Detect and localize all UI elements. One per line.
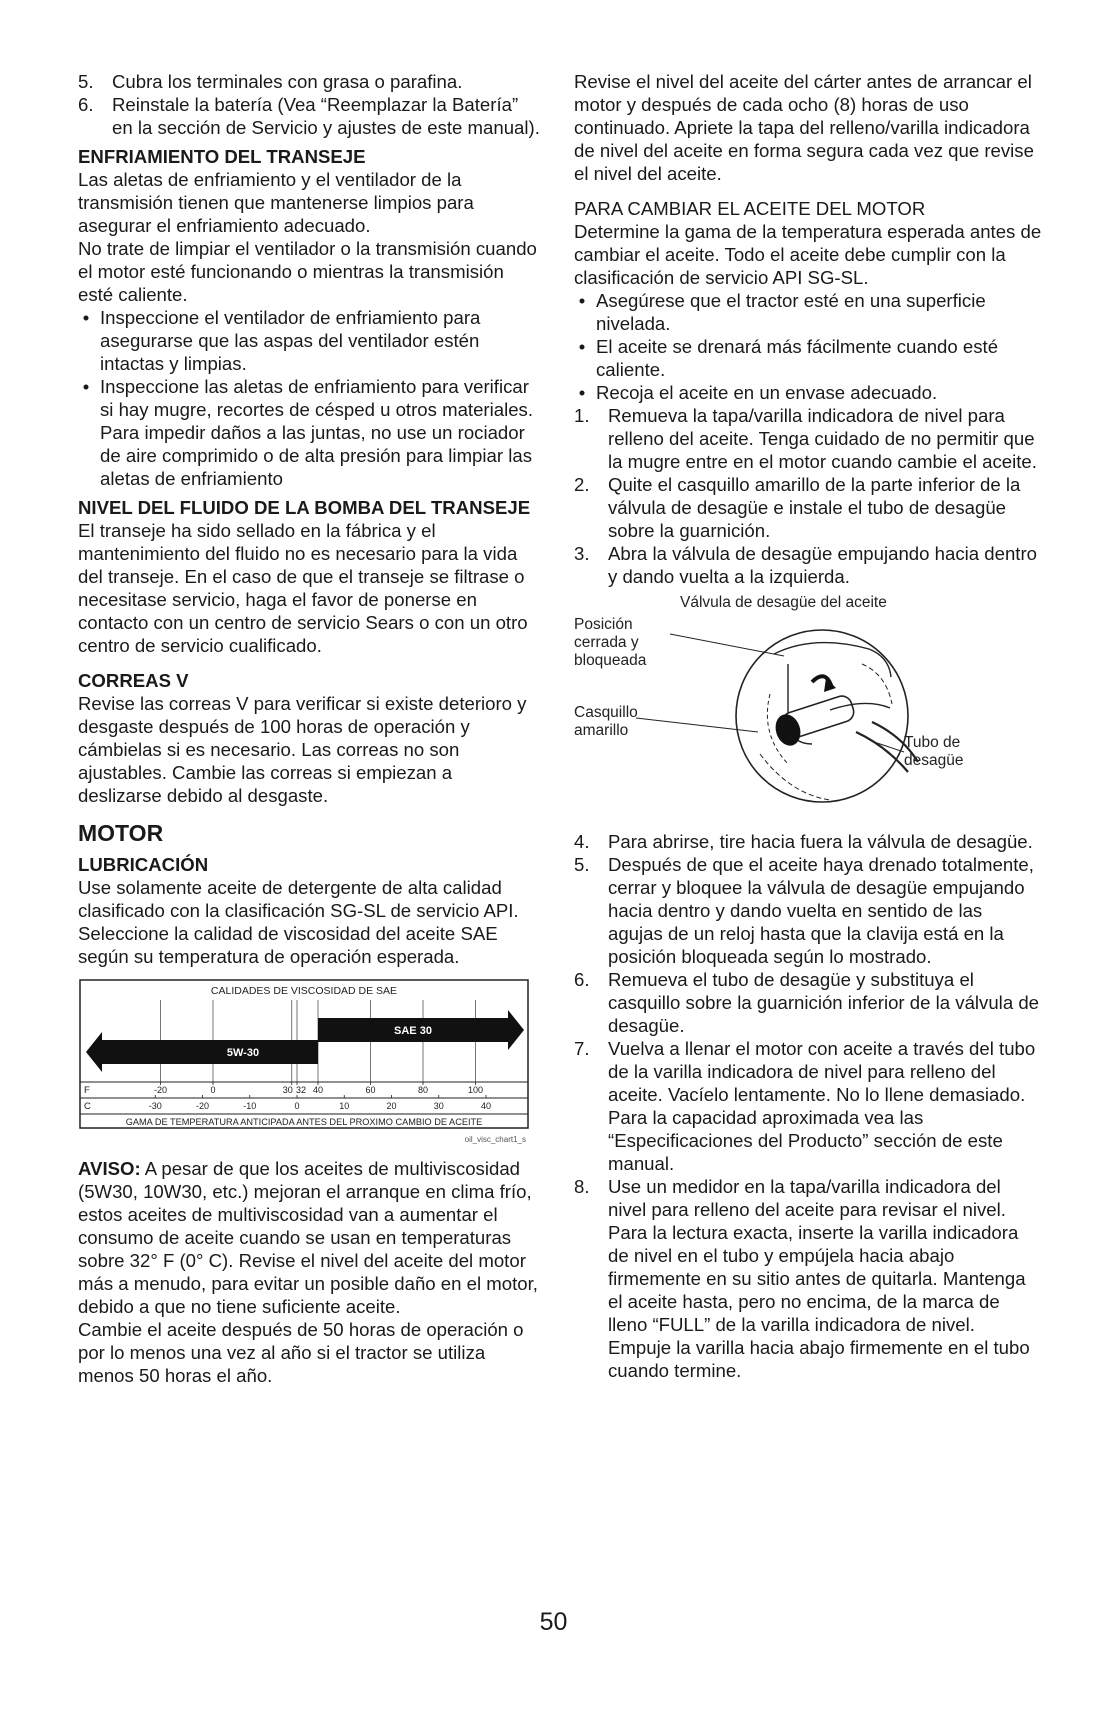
list-item (574, 853, 1042, 968)
bullet-list (78, 306, 540, 490)
paragraph: Revise las correas V para verificar si existe deterioro y desgaste después de 100 horas de operación y cámbielas si es necesario. Las correas no son ajustables. Cambie las correas si empiezan a deslizarse debido al desgaste. (78, 693, 527, 806)
list-marker: 7. (574, 1038, 590, 1059)
section-heading-enfriamiento: ENFRIAMIENTO DEL TRANSEJE (78, 146, 366, 167)
list-item (574, 830, 1042, 853)
list-marker: 8. (574, 1176, 590, 1197)
label-yellow-cap: Casquillo amarillo (574, 704, 638, 739)
c-tick-label: 30 (433, 1101, 444, 1111)
f-tick-label: 80 (417, 1085, 429, 1095)
section-heading-cambiar-aceite: PARA CAMBIAR EL ACEITE DEL MOTOR (574, 198, 926, 219)
label-closed-locked: Posición cerrada y bloqueada (574, 616, 647, 669)
list-item: • Recoja el aceite en un envase adecuado. (578, 382, 938, 403)
paragraph: Revise el nivel del aceite del cárter antes de arrancar el motor y después de cada ocho (8) horas de uso continuado. Apriete la tapa del relleno/varilla indicadora de nivel del aceite en forma segura cada vez que revise el nivel del aceite. (574, 71, 1034, 184)
list-text: Remueva la tapa/varilla indicadora de nivel para relleno del aceite. Tenga cuidado de no permitir que la mugre entre en el motor cuando cambie el aceite. (608, 405, 1037, 472)
f-tick-label: 60 (365, 1085, 376, 1095)
paragraph: Las aletas de enfriamiento y el ventilador de la transmisión tienen que mantenerse limpios para asegurar el enfriamiento adecuado. (78, 169, 474, 236)
list-marker: 5. (574, 854, 590, 875)
section-heading-correas: CORREAS V (78, 670, 189, 691)
f-tick-label: 0 (210, 1085, 216, 1095)
list-item (574, 542, 1042, 588)
f-tick-label: 32 (295, 1085, 307, 1095)
figure-title: Válvula de desagüe del aceite (680, 594, 887, 611)
list-item (574, 1175, 1042, 1382)
list-text: Inspeccione las aletas de enfriamiento para verificar si hay mugre, recortes de césped u otros materiales. Para impedir daños a las juntas, no use un rociador de aire comprimido o de alta presión para limpiar las aletas de enfriamiento (100, 376, 534, 489)
valve-illustration (574, 594, 994, 830)
list-marker: 5. (78, 71, 94, 92)
list-marker: 6. (574, 969, 590, 990)
list-text: Remueva el tubo de desagüe y substituya el casquillo sobre la guarnición inferior de la válvula de desagüe. (608, 969, 1040, 1036)
left-column (78, 70, 540, 1387)
bullet-list (574, 289, 1042, 404)
list-marker: 2. (574, 474, 590, 495)
paragraph: Use solamente aceite de detergente de alta calidad clasificado con la clasificación SG-SL de servicio API. Seleccione la calidad de viscosidad del aceite SAE según su temperatura de operación esperada. (78, 877, 519, 967)
list-item (574, 1037, 1042, 1175)
c-tick-label: 20 (386, 1101, 397, 1111)
list-text: Abra la válvula de desagüe empujando hacia dentro y dando vuelta a la izquierda. (608, 543, 1037, 587)
list-item (78, 93, 540, 139)
paragraph: El transeje ha sido sellado en la fábrica y el mantenimiento del fluido no es necesario para la vida del transeje. En el caso de que el transeje se filtrase o necesitase servicio, haga el favor de ponerse en contacto con un centro de servicio Sears o con un otro centro de servicio cualificado. (78, 520, 528, 656)
right-column (574, 70, 1042, 1382)
list-item (574, 968, 1042, 1037)
c-tick-label: 40 (480, 1101, 492, 1111)
list-text: El aceite se drenará más fácilmente cuando esté caliente. (596, 336, 999, 380)
c-tick-label: 10 (339, 1101, 350, 1111)
list-item: • Asegúrese que el tractor esté en una superficie nivelada. (578, 290, 986, 334)
list-item (574, 473, 1042, 542)
battery-steps-list (78, 70, 540, 139)
list-marker: 4. (574, 831, 590, 852)
chart-caption: oil_visc_chart1_s (464, 1135, 526, 1144)
aviso-text: A pesar de que los aceites de multiviscosidad (5W30, 10W30, etc.) mejoran el arranque en clima frío, estos aceites de multiviscosidad van a aumentar el consumo de aceite cuando se usan en temperaturas sobre 32° F (0° C). Revise el nivel del aceite del motor más a menudo, para evitar un posible daño en el motor, debido a que no tiene suficiente aceite. (78, 1158, 538, 1317)
f-tick-label: 30 (282, 1085, 293, 1095)
list-text: Para abrirse, tire hacia fuera la válvula de desagüe. (608, 831, 1033, 852)
paragraph: Determine la gama de la temperatura esperada antes de cambiar el aceite. Todo el aceite debe cumplir con la clasificación de servicio API SG-SL. (574, 221, 1042, 288)
list-marker: 6. (78, 94, 94, 115)
list-text: Use un medidor en la tapa/varilla indicadora del nivel para relleno del aceite para revisar el nivel. Para la lectura exacta, inserte la varilla indicadora de nivel en el tubo y empújela hacia abajo firmemente en su sitio antes de quitarla. Mantenga el aceite hasta, pero no encima, de la marca de lleno “FULL” de la varilla indicadora de nivel. Empuje la varilla hacia abajo firmemente en el tubo cuando termine. (608, 1176, 1030, 1381)
c-tick-label: -10 (243, 1101, 257, 1111)
list-marker: 1. (574, 405, 590, 426)
list-text: Cubra los terminales con grasa o parafina. (112, 71, 463, 92)
bar-label: SAE 30 (394, 1025, 432, 1037)
list-item (78, 70, 540, 93)
list-text: Asegúrese que el tractor esté en una superficie nivelada. (596, 290, 986, 334)
c-axis-label: C (84, 1101, 91, 1112)
f-tick-label: -20 (153, 1085, 168, 1095)
label-drain-tube: Tubo de desagüe (904, 734, 964, 769)
f-axis-label: F (84, 1085, 90, 1096)
list-marker: 3. (574, 543, 590, 564)
aviso-paragraph (78, 1157, 540, 1318)
list-text: Vuelva a llenar el motor con aceite a través del tubo de la varilla indicadora de nivel para relleno del aceite. Vacíelo lentamente. No lo llene demasiado. Para la capacidad aproximada vea las “Especificaciones del Producto” sección de este manual. (608, 1038, 1036, 1174)
bar-label: 5W-30 (226, 1047, 260, 1059)
bar-5W-30 (102, 1040, 318, 1064)
list-item: • Inspeccione el ventilador de enfriamiento para asegurarse que las aspas del ventilador estén intactas y limpias. (82, 307, 481, 374)
section-heading-nivel: NIVEL DEL FLUIDO DE LA BOMBA DEL TRANSEJE (78, 497, 531, 518)
sae-viscosity-chart (78, 978, 530, 1146)
section-heading-lubricacion: LUBRICACIÓN (78, 854, 209, 875)
paragraph: Cambie el aceite después de 50 horas de operación o por lo menos una vez al año si el tractor se utiliza menos 50 horas el año. (78, 1319, 524, 1386)
steps-list (574, 404, 1042, 588)
paragraph: No trate de limpiar el ventilador o la transmisión cuando el motor esté funcionando o mientras la transmisión esté caliente. (78, 238, 537, 305)
chart-xlabel: GAMA DE TEMPERATURA ANTICIPADA ANTES DEL PROXIMO CAMBIO DE ACEITE (125, 1117, 483, 1127)
page-number: 50 (539, 1608, 568, 1636)
list-item (574, 404, 1042, 473)
section-heading-motor: MOTOR (78, 820, 164, 846)
aviso-label: AVISO: (78, 1158, 141, 1179)
list-text: Después de que el aceite haya drenado totalmente, cerrar y bloquee la válvula de desagüe empujando hacia dentro y dando vuelta en sentido de las agujas de un reloj hasta que la clavija está en la posición bloqueada según lo mostrado. (608, 854, 1034, 967)
steps-list-continued (574, 830, 1042, 1382)
list-text: Inspeccione el ventilador de enfriamiento para asegurarse que las aspas del ventilador estén intactas y limpias. (100, 307, 481, 374)
c-tick-label: -20 (195, 1101, 210, 1111)
chart-title: CALIDADES DE VISCOSIDAD DE SAE (210, 985, 398, 997)
drain-valve-figure (574, 594, 1042, 830)
list-text: Reinstale la batería (Vea “Reemplazar la Batería” en la sección de Servicio y ajustes de este manual). (112, 94, 540, 138)
f-tick-label: 40 (312, 1085, 324, 1095)
c-tick-label: 0 (294, 1101, 300, 1111)
list-item: • El aceite se drenará más fácilmente cuando esté caliente. (578, 336, 999, 380)
c-tick-label: -30 (148, 1101, 162, 1111)
f-tick-label: 100 (467, 1085, 484, 1095)
list-item: • Inspeccione las aletas de enfriamiento para verificar si hay mugre, recortes de césped u otros materiales. Para impedir daños a las juntas, no use un rociador de aire comprimido o de alta presión para limpiar las aletas de enfriamiento (82, 376, 534, 489)
list-text: Recoja el aceite en un envase adecuado. (596, 382, 938, 403)
list-text: Quite el casquillo amarillo de la parte inferior de la válvula de desagüe e instale el tubo de desagüe sobre la guarnición. (608, 474, 1021, 541)
